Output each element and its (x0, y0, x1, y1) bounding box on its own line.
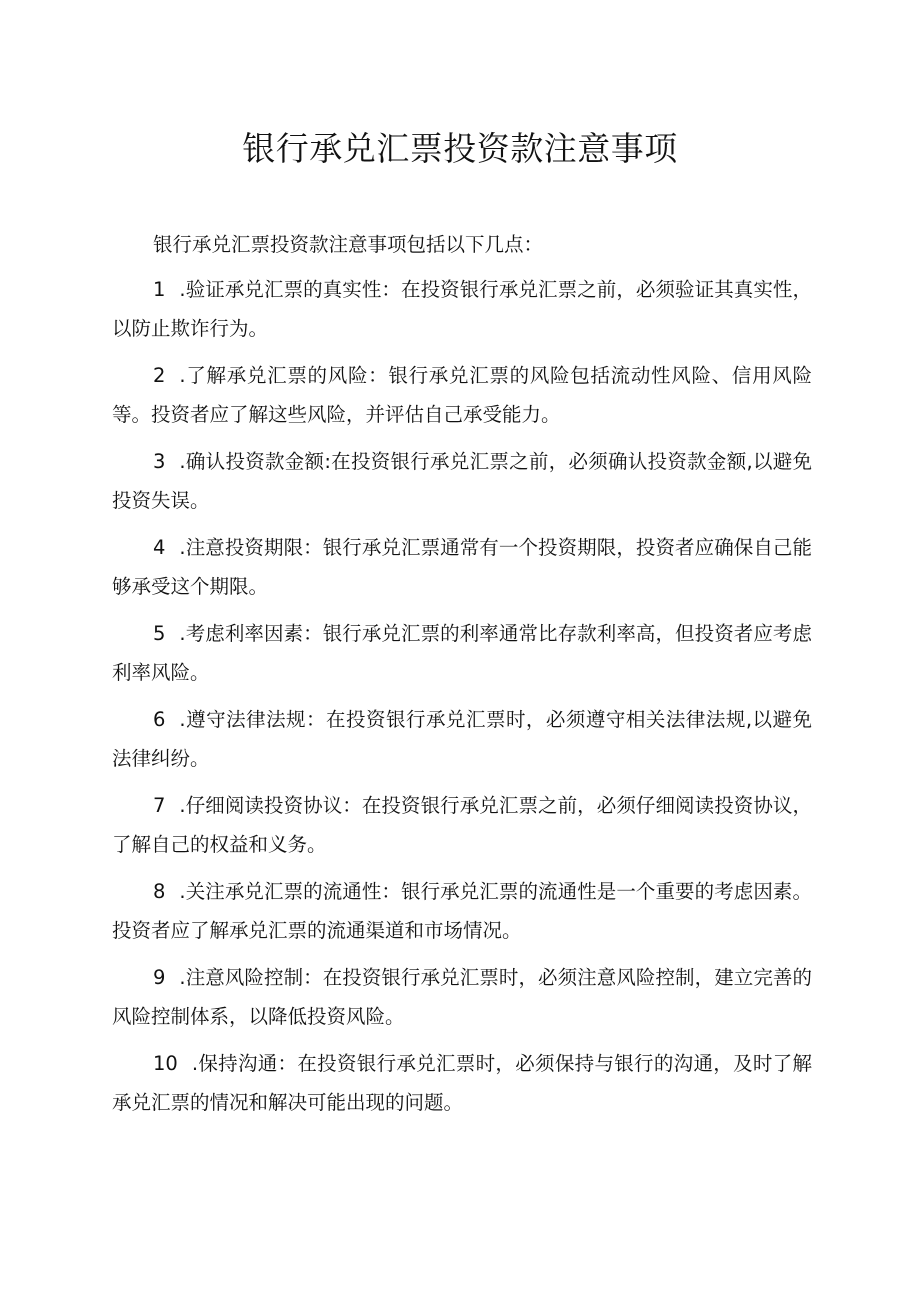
list-item (112, 270, 812, 348)
item-text: .注意投资期限：银行承兑汇票通常有一个投资期限，投资者应确保自己能够承受这个期限。 (112, 536, 812, 598)
item-number: 8 (153, 880, 166, 903)
item-number: 9 (153, 966, 166, 989)
item-text: .注意风险控制：在投资银行承兑汇票时，必须注意风险控制，建立完善的风险控制体系，以降低投资风险。 (112, 966, 812, 1028)
item-number: 10 (153, 1052, 178, 1075)
item-number: 4 (153, 536, 166, 559)
list-item (112, 872, 812, 950)
item-text: .考虑利率因素：银行承兑汇票的利率通常比存款利率高，但投资者应考虑利率风险。 (112, 622, 812, 684)
item-number: 7 (153, 794, 166, 817)
list-item (112, 356, 812, 434)
list-item (112, 614, 812, 692)
page-title: 银行承兑汇票投资款注意事项 (242, 129, 678, 168)
item-text: .关注承兑汇票的流通性：银行承兑汇票的流通性是一个重要的考虑因素。投资者应了解承兑汇票的流通渠道和市场情况。 (112, 880, 812, 942)
list-item (112, 786, 812, 864)
item-text: .验证承兑汇票的真实性：在投资银行承兑汇票之前，必须验证其真实性，以防止欺诈行为。 (112, 278, 812, 340)
list-item (112, 528, 812, 606)
item-text: .保持沟通：在投资银行承兑汇票时，必须保持与银行的沟通，及时了解承兑汇票的情况和解决可能出现的问题。 (112, 1052, 812, 1114)
list-item (112, 1044, 812, 1122)
item-text: .确认投资款金额:在投资银行承兑汇票之前，必须确认投资款金额,以避免投资失误。 (112, 450, 812, 512)
intro-paragraph: 银行承兑汇票投资款注意事项包括以下几点： (153, 233, 544, 256)
list-item (112, 700, 812, 778)
list-item (112, 958, 812, 1036)
item-number: 3 (153, 450, 166, 473)
list-item (112, 442, 812, 520)
item-number: 5 (153, 622, 166, 645)
item-text: .仔细阅读投资协议：在投资银行承兑汇票之前，必须仔细阅读投资协议，了解自己的权益和义务。 (112, 794, 812, 856)
item-text: .了解承兑汇票的风险：银行承兑汇票的风险包括流动性风险、信用风险等。投资者应了解这些风险，并评估自己承受能力。 (112, 364, 812, 426)
item-number: 2 (153, 364, 166, 387)
item-text: .遵守法律法规：在投资银行承兑汇票时，必须遵守相关法律法规,以避免法律纠纷。 (112, 708, 812, 770)
notes-list (112, 270, 812, 1130)
item-number: 6 (153, 708, 166, 731)
item-number: 1 (153, 278, 166, 301)
